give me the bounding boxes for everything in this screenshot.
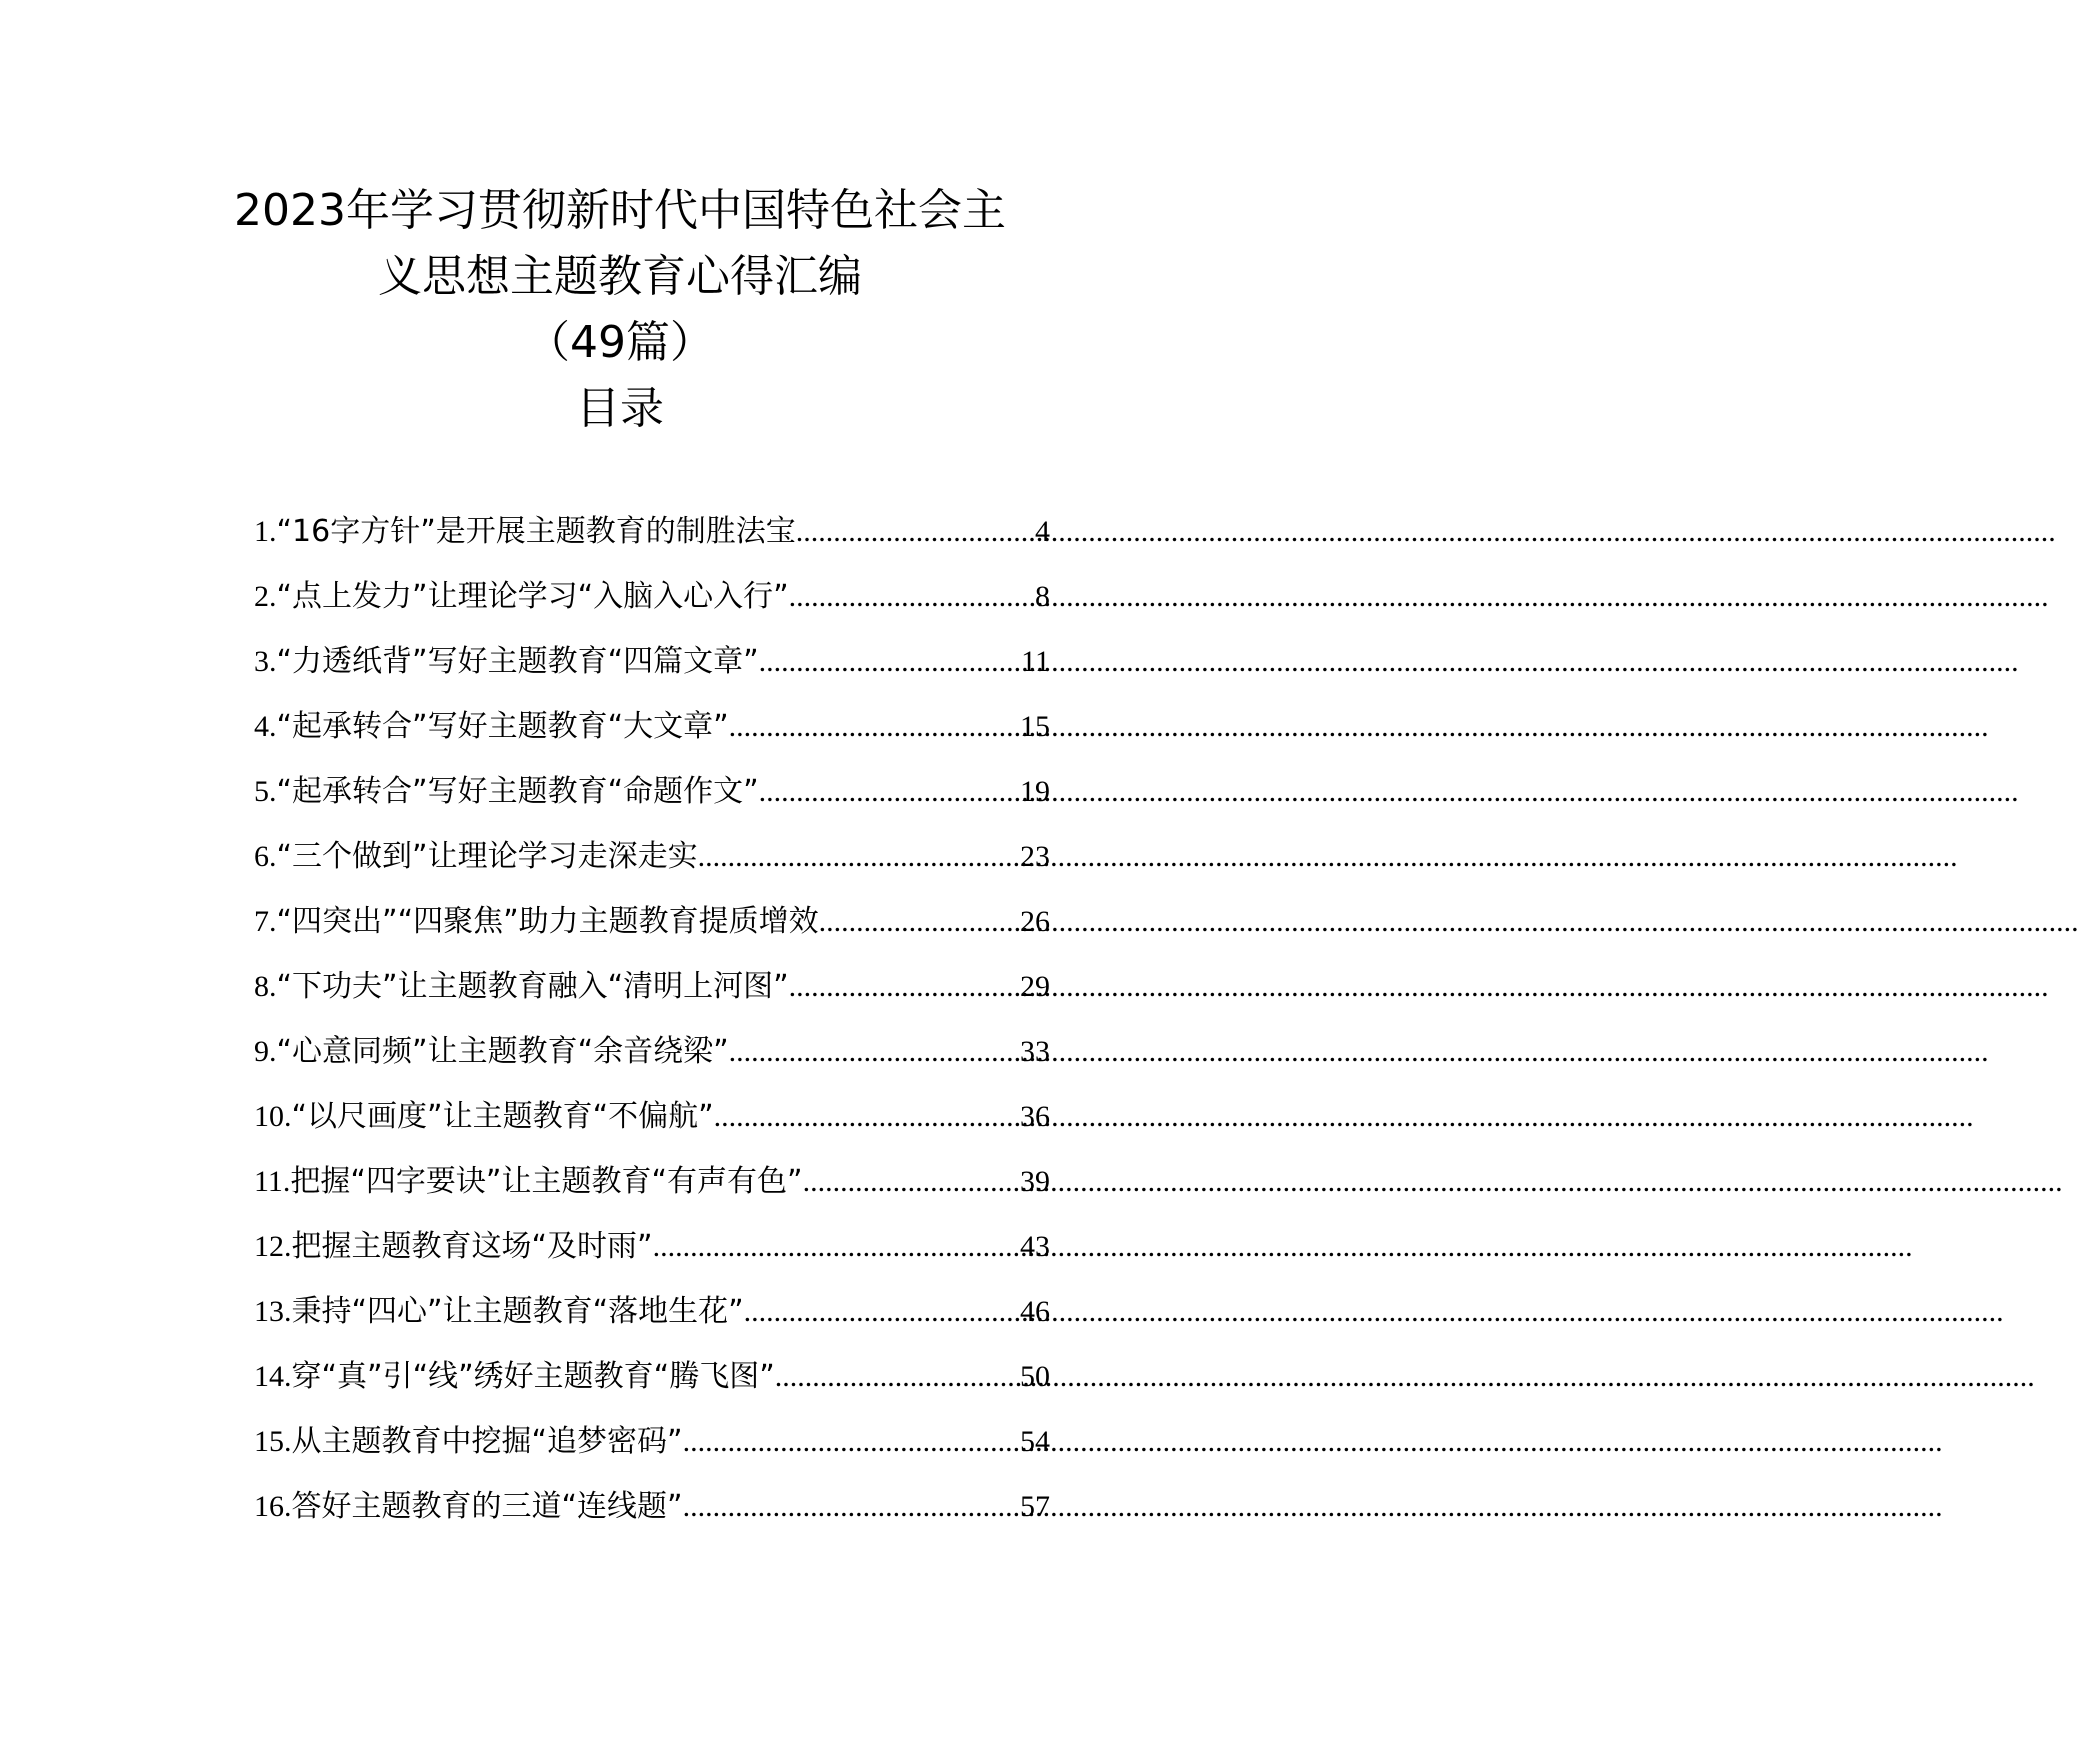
toc-entry-number: 13. [254,1295,292,1328]
toc-leader-dots [729,1028,1020,1076]
toc-leader-dots [759,768,1020,816]
toc-leader-dots [759,638,1021,686]
toc-entry-title: “力透纸背”写好主题教育“四篇文章” [276,644,759,679]
toc-entry-page: 15 [1020,710,1050,743]
toc-entry[interactable] [254,1223,1050,1288]
toc-entry-title: 穿“真”引“线”绣好主题教育“腾飞图” [291,1359,775,1394]
toc-entry-page: 29 [1020,970,1050,1003]
table-of-contents [254,508,1050,1548]
toc-leader-dots [698,833,1020,881]
toc-entry-page: 23 [1020,840,1050,873]
toc-leader-dots [729,703,1020,751]
toc-entry-title: 从主题教育中挖掘“追梦密码” [291,1424,683,1459]
toc-entry-page: 4 [1035,515,1050,548]
toc-entry-title: “心意同频”让主题教育“余音绕梁” [276,1034,729,1069]
toc-entry-page: 43 [1020,1230,1050,1263]
toc-entry-title: “起承转合”写好主题教育“命题作文” [276,774,759,809]
document-title-line-2: 义思想主题教育心得汇编 [378,251,862,302]
toc-entry[interactable] [254,638,1050,703]
toc-entry-page: 33 [1020,1035,1050,1068]
toc-entry-number: 6. [254,840,277,873]
toc-entry[interactable] [254,1418,1050,1483]
toc-entry-title: “16字方针”是开展主题教育的制胜法宝 [276,514,796,549]
toc-heading: 目录 [576,383,664,434]
toc-entry-page: 50 [1020,1360,1050,1393]
toc-leader-dots [803,1158,1020,1206]
toc-entry-page: 46 [1020,1295,1050,1328]
document-title-line-1: 2023年学习贯彻新时代中国特色社会主 [234,185,1006,236]
toc-leader-dots [789,963,1020,1011]
toc-entry-number: 3. [254,645,277,678]
toc-entry-number: 7. [254,905,277,938]
title-block [180,178,1060,442]
toc-entry-page: 11 [1021,645,1050,678]
toc-entry-page: 54 [1020,1425,1050,1458]
toc-entry[interactable] [254,1028,1050,1093]
toc-leader-dots [796,508,1035,556]
toc-entry-title: “以尺画度”让主题教育“不偏航” [291,1099,714,1134]
toc-entry-number: 4. [254,710,277,743]
toc-entry-title: “起承转合”写好主题教育“大文章” [276,709,729,744]
toc-leader-dots [653,1223,1020,1271]
toc-entry-number: 10. [254,1100,292,1133]
toc-entry-title: “下功夫”让主题教育融入“清明上河图” [276,969,789,1004]
toc-entry-number: 2. [254,580,277,613]
toc-entry-number: 1. [254,515,277,548]
toc-entry-number: 8. [254,970,277,1003]
toc-leader-dots [683,1418,1020,1466]
toc-entry[interactable] [254,898,1050,963]
toc-entry-number: 9. [254,1035,277,1068]
toc-entry-page: 39 [1020,1165,1050,1198]
toc-entry[interactable] [254,1353,1050,1418]
toc-leader-dots [789,573,1035,621]
toc-entry-title: “点上发力”让理论学习“入脑入心入行” [276,579,789,614]
toc-entry-title: 把握主题教育这场“及时雨” [291,1229,653,1264]
toc-entry-page: 57 [1020,1490,1050,1523]
toc-leader-dots [683,1483,1020,1531]
toc-entry-title: 把握“四字要诀”让主题教育“有声有色” [290,1164,803,1199]
toc-entry-page: 36 [1020,1100,1050,1133]
toc-entry-number: 12. [254,1230,292,1263]
toc-entry[interactable] [254,508,1050,573]
toc-entry[interactable] [254,703,1050,768]
toc-leader-dots [775,1353,1020,1401]
toc-entry-title: 秉持“四心”让主题教育“落地生花” [291,1294,744,1329]
toc-entry-title: “四突出”“四聚焦”助力主题教育提质增效 [276,904,819,939]
toc-entry-page: 26 [1020,905,1050,938]
toc-entry[interactable] [254,573,1050,638]
toc-entry[interactable] [254,768,1050,833]
toc-entry-title: “三个做到”让理论学习走深走实 [276,839,698,874]
toc-entry-number: 16. [254,1490,292,1523]
toc-entry-number: 14. [254,1360,292,1393]
toc-entry[interactable] [254,1093,1050,1158]
toc-entry[interactable] [254,963,1050,1028]
toc-leader-dots [714,1093,1020,1141]
toc-entry-page: 19 [1020,775,1050,808]
toc-entry[interactable] [254,1158,1050,1223]
toc-entry-title: 答好主题教育的三道“连线题” [291,1489,683,1524]
toc-entry[interactable] [254,1483,1050,1548]
toc-entry[interactable] [254,833,1050,898]
toc-entry-page: 8 [1035,580,1050,613]
toc-entry-number: 15. [254,1425,292,1458]
toc-leader-dots [819,898,1020,946]
document-title-count: （49篇） [526,317,714,368]
toc-entry-number: 11. [254,1165,291,1198]
toc-leader-dots [744,1288,1020,1336]
toc-entry[interactable] [254,1288,1050,1353]
toc-entry-number: 5. [254,775,277,808]
